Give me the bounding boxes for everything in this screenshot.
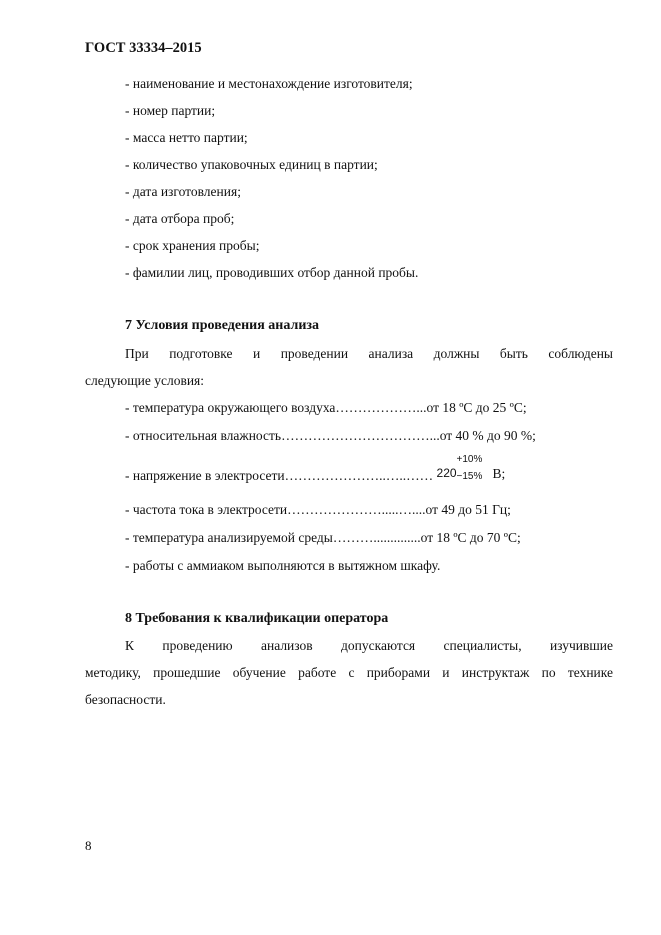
list-item: - дата изготовления; — [125, 184, 241, 199]
condition-analyte-temperature: - температура анализируемой среды………..............от 18 ºC до 70 ºC; — [125, 530, 521, 545]
list-item: - масса нетто партии; — [125, 130, 248, 145]
condition-temperature: - температура окружающего воздуха………………...от 18 ºC до 25 ºC; — [125, 400, 527, 415]
list-item: - количество упаковочных единиц в партии; — [125, 157, 378, 172]
section-7-heading: 7 Условия проведения анализа — [125, 318, 320, 333]
page-number: 8 — [85, 838, 92, 853]
voltage-unit: В; — [492, 466, 506, 481]
condition-voltage — [125, 454, 506, 484]
section-7-intro-line1: При подготовке и проведении анализа должны быть соблюдены — [125, 346, 613, 361]
section-8-line1: К проведению анализов допускаются специалисты, изучившие — [125, 638, 613, 653]
voltage-value-group — [436, 454, 506, 482]
condition-ammonia: - работы с аммиаком выполняются в вытяжном шкафу. — [125, 558, 441, 573]
list-item: - номер партии; — [125, 103, 216, 118]
condition-frequency: - частота тока в электросети………………….....…....от 49 до 51 Гц; — [125, 502, 511, 517]
condition-humidity: - относительная влажность……………………………...от 40 % до 90 %; — [125, 428, 536, 443]
voltage-label: - напряжение в электросети…………………..…..…… — [125, 468, 434, 483]
list-item: - срок хранения пробы; — [125, 238, 260, 253]
document-header: ГОСТ 33334–2015 — [85, 40, 202, 56]
list-item: - фамилии лиц, проводивших отбор данной пробы. — [125, 265, 419, 280]
section-8-heading: 8 Требования к квалификации оператора — [125, 611, 389, 626]
section-8-line3: безопасности. — [85, 692, 166, 707]
section-7-intro-line2: следующие условия: — [85, 373, 205, 388]
voltage-tolerance-upper: +10% — [456, 454, 483, 465]
section-8-line2: методику, прошедшие обучение работе с приборами и инструктаж по технике — [85, 665, 613, 680]
list-item: - наименование и местонахождение изготовителя; — [125, 76, 413, 91]
voltage-tolerance-lower: −15% — [456, 471, 483, 482]
voltage-value: 220 — [436, 466, 457, 480]
list-item: - дата отбора проб; — [125, 211, 235, 226]
